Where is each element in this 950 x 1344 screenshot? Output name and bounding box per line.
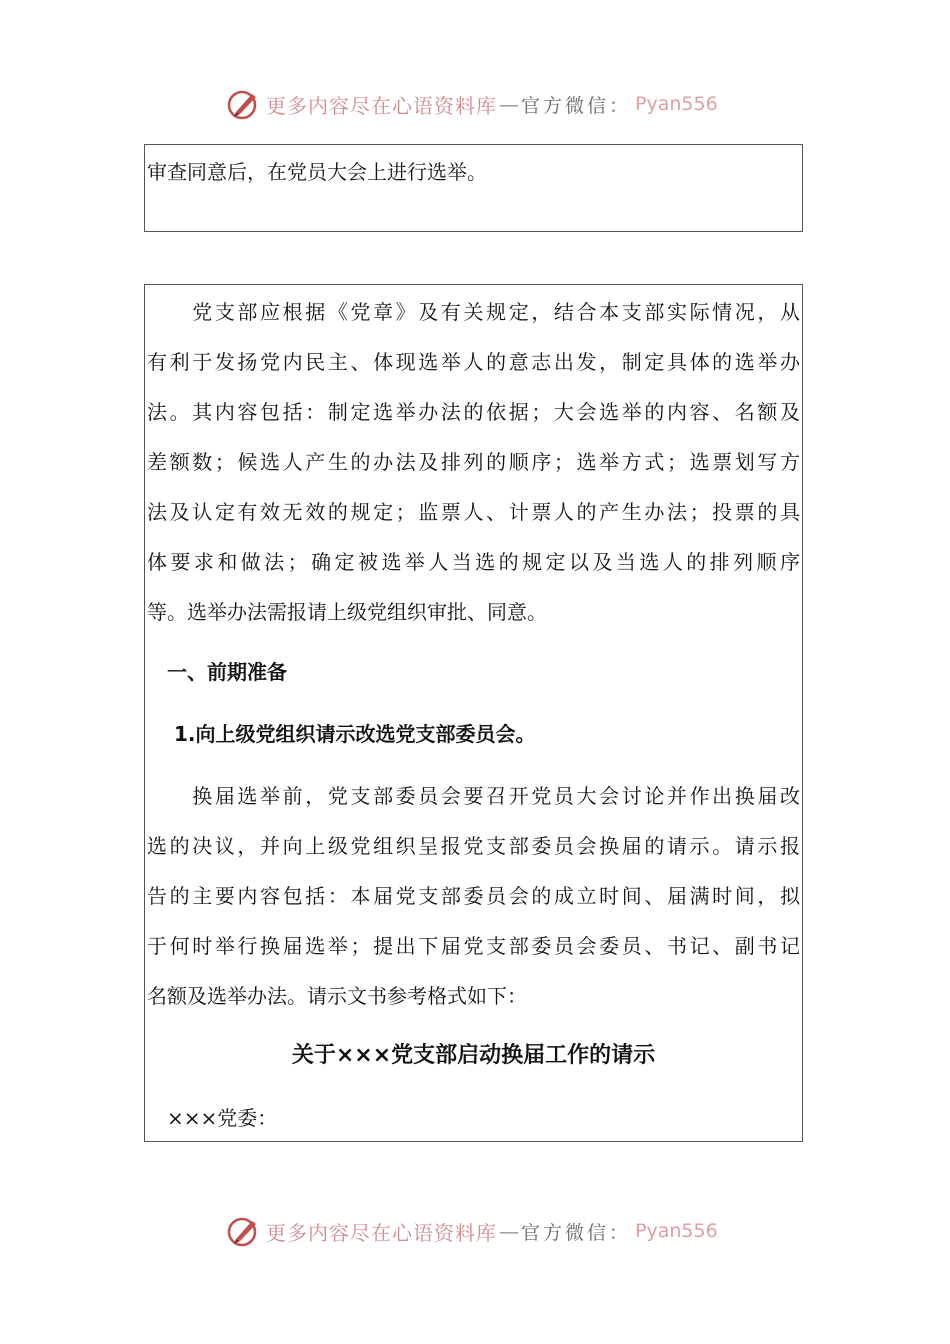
text-box-continuation [144,144,803,232]
watermark-header [226,84,746,124]
paragraph-line: 法及认定有效无效的规定；监票人、计票人的产生办法；投票的具 [147,500,800,524]
request-title: 关于×××党支部启动换届工作的请示 [291,1043,656,1068]
paragraph-line: 于何时举行换届选举；提出下届党支部委员会委员、书记、副书记 [147,934,800,958]
watermark-brand: 更多内容尽在心语资料库 [266,1220,497,1245]
paragraph-line: 选的决议，并向上级党组织呈报党支部委员会换届的请示。请示报 [147,834,800,858]
paragraph-line: 体要求和做法；确定被选举人当选的规定以及当选人的排列顺序 [147,550,800,574]
paragraph-line: 名额及选举办法。请示文书参考格式如下： [147,984,527,1008]
subsection-heading: 1.向上级党组织请示改选党支部委员会。 [147,722,536,746]
text-line: 审查同意后，在党员大会上进行选举。 [147,160,487,184]
watermark-official-label: 官方微信： [521,1221,632,1244]
paragraph-line: 告的主要内容包括：本届党支部委员会的成立时间、届满时间，拟 [147,884,800,908]
watermark-separator: — [499,1219,519,1243]
watermark-brand: 更多内容尽在心语资料库 [266,93,497,118]
paragraph-line: 差额数；候选人产生的办法及排列的顺序；选举方式；选票划写方 [147,450,800,474]
paragraph-line: 法。其内容包括：制定选举办法的依据；大会选举的内容、名额及 [147,400,800,424]
addressee: ×××党委： [147,1106,278,1130]
watermark-wechat-id: Pyan556 [635,93,718,115]
text-box-main [144,284,803,1142]
paragraph-line: 换届选举前，党支部委员会要召开党员大会讨论并作出换届改 [147,784,800,808]
section-heading: 一、前期准备 [147,660,287,684]
paragraph-line: 等。选举办法需报请上级党组织审批、同意。 [147,600,547,624]
paragraph-line: 党支部应根据《党章》及有关规定，结合本支部实际情况，从 [147,300,800,324]
watermark-separator: — [499,92,519,116]
watermark-footer [226,1211,746,1251]
pen-in-circle-logo [226,86,262,122]
watermark-official-label: 官方微信： [521,94,632,117]
pen-in-circle-logo [226,1213,262,1249]
watermark-wechat-id: Pyan556 [635,1220,718,1242]
paragraph-line: 有利于发扬党内民主、体现选举人的意志出发，制定具体的选举办 [147,350,800,374]
